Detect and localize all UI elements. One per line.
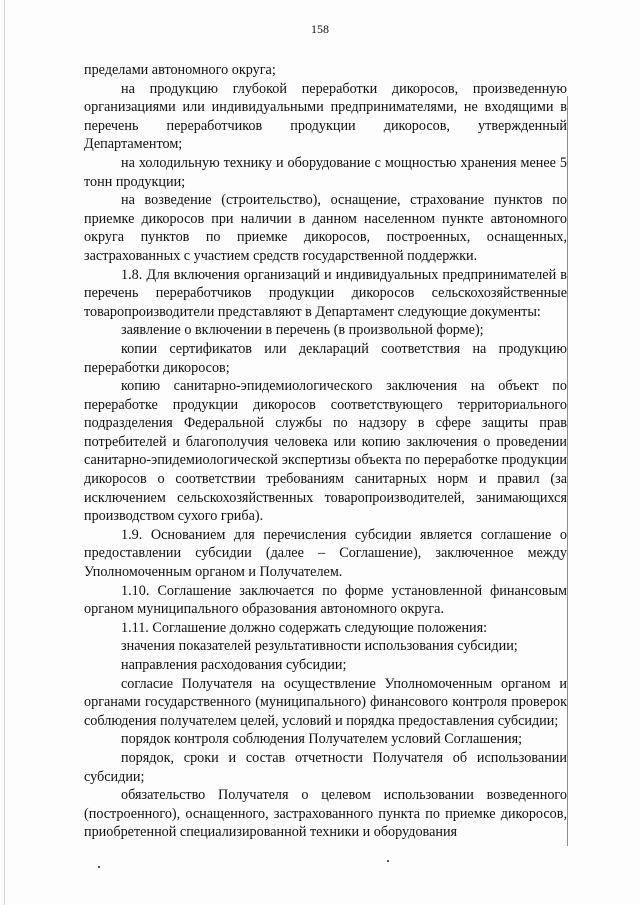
paragraph: порядок контроля соблюдения Получателем условий Соглашения; [121,731,523,748]
paragraph: на продукцию глубокой переработки дикоросов, произведенную организациями или индивидуальными предпринимателями, не входящими в перечень переработчиков продукции дикоросов, утвержденный Департаментом; [84,80,567,153]
paragraph: пределами автономного округа; [84,62,276,78]
paragraph: копии сертификатов или деклараций соответствия на продукцию переработки дикоросов; [84,340,567,376]
scan-edge-right [567,96,568,846]
scan-edge-left [4,0,5,905]
scan-speck [387,860,389,862]
paragraph: обязательство Получателя о целевом использовании возведенного (построенного), оснащенного, застрахованного пункта по приемке дикоросов, приобретенной специализированной техники и оборудования [84,787,567,841]
paragraph: на холодильную технику и оборудование с мощностью хранения менее 5 тонн продукции; [84,154,567,190]
paragraph: значения показателей результативности использования субсидии; [121,638,518,655]
paragraph: 1.8. Для включения организаций и индивидуальных предпринимателей в перечень переработчиков продукции дикоросов сельскохозяйственные товаропроизводители представляют в Департамент следующие документы: [84,266,567,320]
scan-speck [98,866,100,868]
paragraph: 1.11. Соглашение должно содержать следующие положения: [121,619,488,636]
paragraph: 1.10. Соглашение заключается по форме установленной финансовым органом муниципального образования автономного округа. [84,582,567,618]
paragraph: направления расходования субсидии; [121,657,347,673]
paragraph: копию санитарно-эпидемиологического заключения на объект по переработке продукции дикоросов соответствующего территориального подразделения Федеральной службы по надзору в сфере защиты прав потребителей и благополучия человека или копию заключения о проведении санитарно-эпидемиологической экспертизы объекта по переработке продукции дикоросов о соответствии требованиям санитарных норм и правил (за исключением сельскохозяйственных товаропроизводителей, занимающихся производством сухого гриба). [84,378,567,525]
paragraph: 1.9. Основанием для перечисления субсидии является соглашение о предоставлении субсидии (далее – Соглашение), заключенное между Уполномоченным органом и Получателем. [84,526,567,581]
paragraph: заявление о включении в перечень (в произвольной форме); [121,322,484,339]
paragraph: согласие Получателя на осуществление Уполномоченным органом и органами государственного (муниципального) финансового контроля проверок соблюдения получателем целей, условий и порядка предоставления субсидии; [84,675,567,729]
paragraph: порядок, сроки и состав отчетности Получателя об использовании субсидии; [84,749,567,785]
document-body [84,61,567,842]
page-number: 158 [311,22,329,36]
paragraph: на возведение (строительство), оснащение, страхование пунктов по приемке дикоросов при наличии в данном населенном пункте автономного округа пунктов по приемке дикоросов, построенных, оснащенных, застрахованных с участием средств государственной поддержки. [84,192,567,264]
